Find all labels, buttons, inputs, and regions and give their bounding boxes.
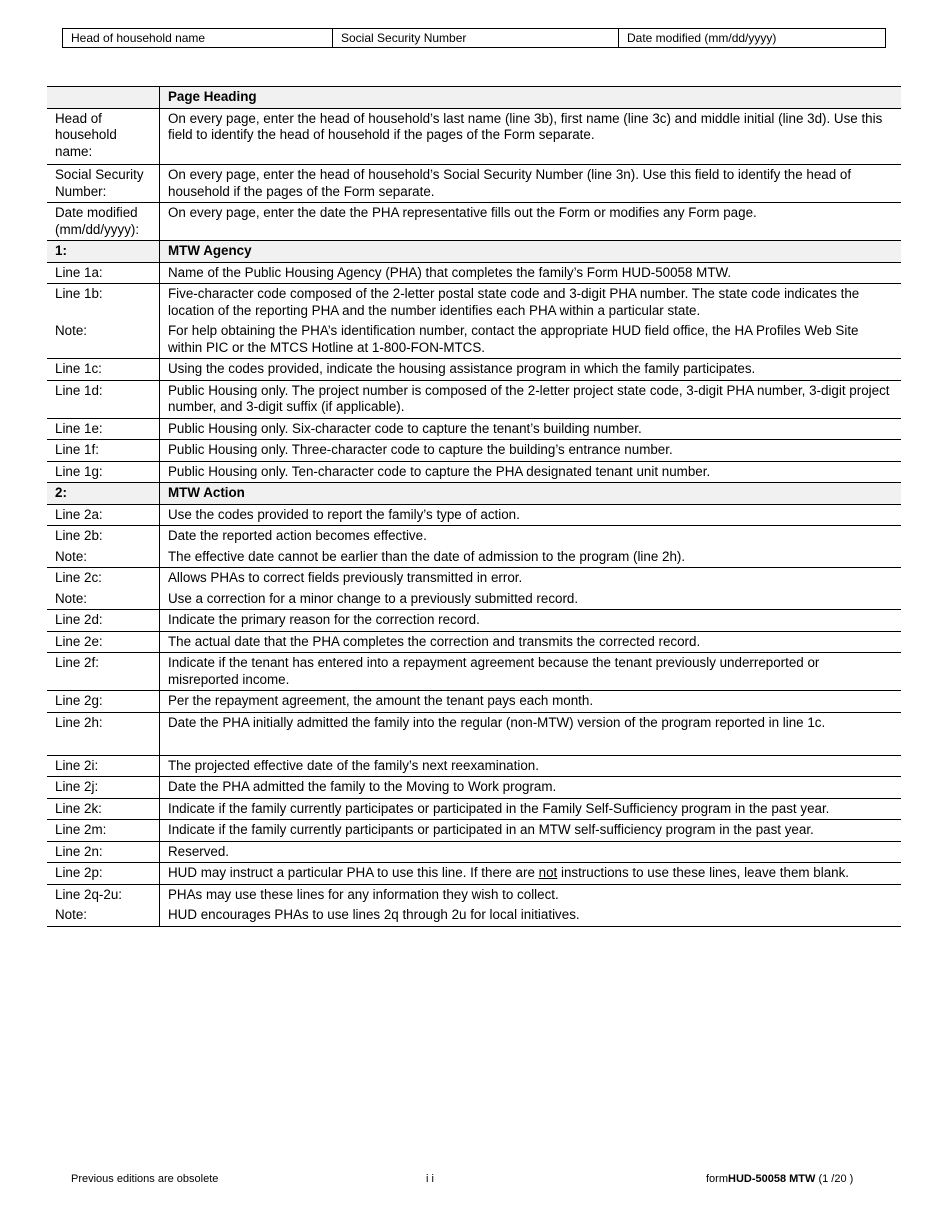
row-text: HUD encourages PHAs to use lines 2q through 2u for local initiatives.	[160, 905, 902, 926]
row-text: Public Housing only. Six-character code to capture the tenant’s building number.	[160, 418, 902, 440]
row-label: Line 1a:	[47, 262, 160, 284]
row-label: Line 2b:	[47, 526, 160, 547]
row-text: Name of the Public Housing Agency (PHA) that completes the family’s Form HUD-50058 MTW.	[160, 262, 902, 284]
row-label: Line 1g:	[47, 461, 160, 483]
table-row	[47, 165, 901, 203]
table-row	[47, 203, 901, 241]
row-label: Line 1b:	[47, 284, 160, 322]
row-text: PHAs may use these lines for any information they wish to collect.	[160, 884, 902, 905]
row-label: Line 2i:	[47, 755, 160, 777]
table-row	[47, 863, 901, 885]
row-text: Reserved.	[160, 841, 902, 863]
table-row	[47, 820, 901, 842]
row-text: On every page, enter the head of household’s last name (line 3b), first name (line 3c) and middle initial (line 3d). Use this field to identify the head of household if the pages of the Form separate.	[160, 108, 902, 165]
table-row	[47, 380, 901, 418]
row-text: Public Housing only. Ten-character code to capture the PHA designated tenant unit number.	[160, 461, 902, 483]
row-text: On every page, enter the date the PHA representative fills out the Form or modifies any Form page.	[160, 203, 902, 241]
row-label: Line 2e:	[47, 631, 160, 653]
table-row	[47, 841, 901, 863]
row-text: Allows PHAs to correct fields previously transmitted in error.	[160, 568, 902, 589]
row-text: Indicate if the family currently participants or participated in an MTW self-sufficiency program in the past year.	[160, 820, 902, 842]
row-text: Use a correction for a minor change to a previously submitted record.	[168, 590, 579, 606]
table-row	[47, 321, 901, 359]
row-text: Public Housing only. Three-character code to capture the building’s entrance number.	[160, 440, 902, 462]
row-label: Line 1e:	[47, 418, 160, 440]
row-label: Line 2g:	[47, 691, 160, 713]
row-label: Line 2f:	[47, 653, 160, 691]
row-text: Date the PHA admitted the family to the Moving to Work program.	[160, 777, 902, 799]
row-text-part: HUD may instruct a particular PHA to use this line. If there are	[168, 865, 539, 880]
row-label: Line 1f:	[47, 440, 160, 462]
instructions-table	[47, 86, 901, 927]
row-text: Indicate if the tenant has entered into a repayment agreement because the tenant previously underreported or misreported income.	[160, 653, 902, 691]
table-row	[47, 440, 901, 462]
row-label	[47, 87, 160, 109]
table-row	[47, 712, 901, 755]
date-modified-field: Date modified (mm/dd/yyyy)	[627, 31, 777, 45]
row-label: Line 2c:	[47, 568, 160, 589]
table-row	[47, 884, 901, 905]
row-label: Line 2p:	[47, 863, 160, 885]
row-text: Using the codes provided, indicate the housing assistance program in which the family participates.	[160, 359, 902, 381]
row-label: Line 2a:	[47, 504, 160, 526]
table-row	[47, 87, 901, 109]
row-text: For help obtaining the PHA’s identification number, contact the appropriate HUD field office, the HA Profiles Web Site within PIC or the MTCS Hotline at 1-800-FON-MTCS.	[168, 323, 859, 355]
row-label: Note:	[47, 321, 160, 359]
row-label: Line 2q-2u:	[47, 884, 160, 905]
table-row	[47, 262, 901, 284]
footer-form-prefix: form	[706, 1173, 728, 1185]
row-label: Note:	[47, 589, 160, 610]
row-label: Note:	[47, 905, 160, 926]
row-label: Head of household name:	[47, 108, 160, 165]
row-text-part: instructions to use these lines, leave them blank.	[557, 865, 850, 880]
page-heading-fields	[62, 28, 886, 48]
table-row	[47, 461, 901, 483]
table-row	[47, 504, 901, 526]
row-text	[160, 863, 902, 885]
table-row	[47, 526, 901, 547]
section-heading-mtw-agency: MTW Agency	[160, 241, 902, 263]
table-row	[47, 653, 901, 691]
row-label: Line 1c:	[47, 359, 160, 381]
row-label: 1:	[47, 241, 160, 263]
table-row	[47, 547, 901, 568]
row-text: Use the codes provided to report the family’s type of action.	[160, 504, 902, 526]
row-text: On every page, enter the head of household’s Social Security Number (line 3n). Use this field to identify the head of household if the pages of the Form separate.	[160, 165, 902, 203]
row-text: Indicate the primary reason for the correction record.	[160, 610, 902, 632]
footer-form-number: HUD-50058 MTW	[728, 1173, 816, 1185]
row-label: Date modified (mm/dd/yyyy):	[47, 203, 160, 241]
row-label: Line 2k:	[47, 798, 160, 820]
row-label: Social Security Number:	[47, 165, 160, 203]
row-text: Per the repayment agreement, the amount the tenant pays each month.	[160, 691, 902, 713]
row-text: The projected effective date of the family’s next reexamination.	[160, 755, 902, 777]
table-row	[47, 589, 901, 610]
row-text: The effective date cannot be earlier than the date of admission to the program (line 2h).	[168, 548, 686, 564]
table-row	[47, 610, 901, 632]
row-text: Indicate if the family currently participates or participated in the Family Self-Sufficiency program in the past year.	[160, 798, 902, 820]
table-row	[47, 418, 901, 440]
row-label: Line 2m:	[47, 820, 160, 842]
row-label: Note:	[47, 547, 160, 568]
row-label: Line 2n:	[47, 841, 160, 863]
row-label: Line 2j:	[47, 777, 160, 799]
row-text: Five-character code composed of the 2-letter postal state code and 3-digit PHA number. The state code indicates the location of the reporting PHA and the number identifies each PHA within a particular state.	[160, 284, 902, 322]
row-text: Date the PHA initially admitted the family into the regular (non-MTW) version of the program reported in line 1c.	[160, 712, 902, 755]
table-row	[47, 359, 901, 381]
table-row	[47, 691, 901, 713]
section-heading-page-heading: Page Heading	[160, 87, 902, 109]
table-row	[47, 284, 901, 322]
ssn-field: Social Security Number	[333, 29, 619, 47]
row-text: Public Housing only. The project number is composed of the 2-letter project state code, 3-digit PHA number, 3-digit project number, and 3-digit suffix (if applicable).	[160, 380, 902, 418]
row-text: Date the reported action becomes effective.	[160, 526, 902, 547]
table-row	[47, 108, 901, 165]
underlined-word: not	[538, 865, 558, 880]
section-heading-mtw-action: MTW Action	[160, 483, 902, 505]
table-row	[47, 568, 901, 589]
footer-form-id	[706, 1172, 853, 1186]
table-row	[47, 483, 901, 505]
row-label: 2:	[47, 483, 160, 505]
table-row	[47, 755, 901, 777]
table-row	[47, 241, 901, 263]
table-row	[47, 631, 901, 653]
footer-page-number: i i	[426, 1173, 434, 1185]
footer-obsolete-note: Previous editions are obsolete	[71, 1173, 219, 1185]
row-label: Line 1d:	[47, 380, 160, 418]
table-row	[47, 777, 901, 799]
row-label: Line 2h:	[47, 712, 160, 755]
table-row	[47, 905, 901, 926]
footer-form-date: (1 /20 )	[815, 1173, 854, 1185]
table-row	[47, 798, 901, 820]
hoh-name-field: Head of household name	[63, 29, 333, 47]
row-text: The actual date that the PHA completes the correction and transmits the corrected record.	[160, 631, 902, 653]
row-label: Line 2d:	[47, 610, 160, 632]
